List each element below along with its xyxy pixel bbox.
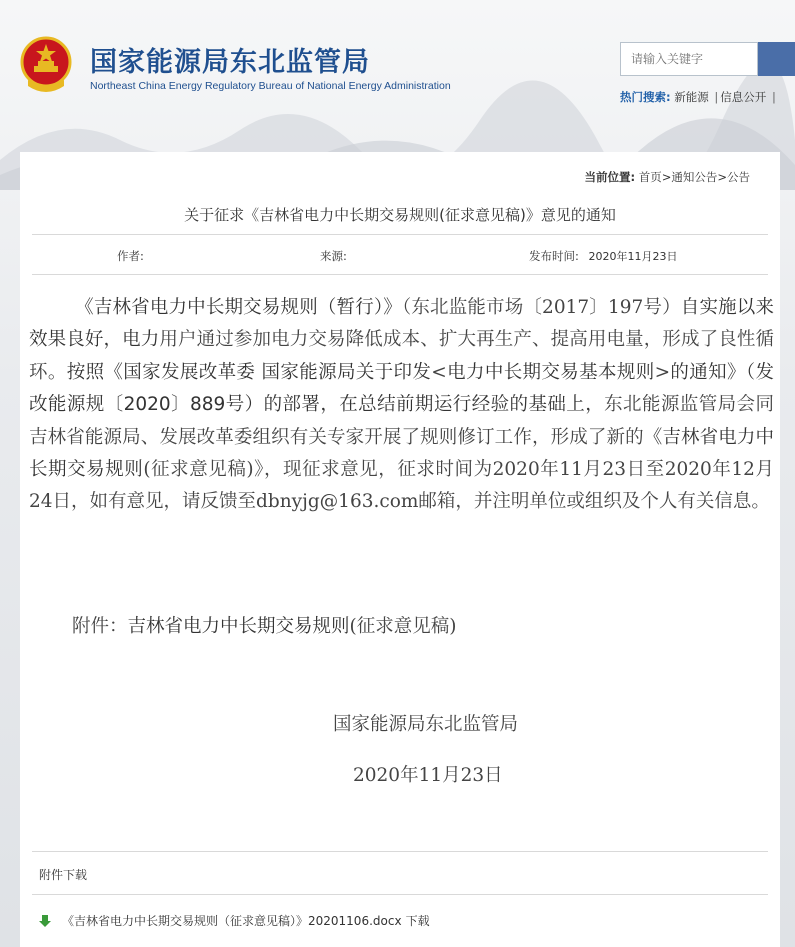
body-segment: 用户通过参加电力交易降低成本、扩大再生产、提高用电量，形成了良性循环。 [29,329,774,383]
hot-search-bar [620,89,778,105]
body-segment: 自实施以来效果良好，电力 [29,297,774,351]
breadcrumb-label: 当前位置: [584,170,636,184]
hot-link-new-energy[interactable]: 新能源 [674,90,709,104]
attachment-label: 附件： [72,616,128,637]
national-emblem-icon [20,36,72,92]
downloads-top-divider [32,851,768,852]
body-segment: 的通知》（发改能源规〔2020〕889号）的部署，在总结前期运行经验的基础上， [29,361,774,416]
body-segment: 电力中长期交易基本规则 [446,361,655,383]
body-segment: 东北能源监管局会同吉林省能源局、发展改革委组织有关专家开展了规则修订工作，形成了新的 [29,394,774,448]
download-link[interactable]: 下载 [405,914,430,928]
author-label: 作者: [117,249,144,263]
publish-date-label: 发布时间: [529,249,579,263]
source-label: 来源: [320,249,347,263]
download-file-name[interactable]: 《吉林省电力中长期交易规则（征求意见稿）》20201106.docx [62,914,402,928]
body-segment: (征求意见稿)》，现征求意见，征求时间为2020年11月23日至2020年12月24日，如有意见，请反馈至dbnyjg@163.com邮箱，并注明单位或组织及个人有关信息。 [29,459,774,513]
signature-organization: 国家能源局东北监管局 [333,714,519,735]
publish-date-value: 2020年11月23日 [588,250,678,263]
hot-link-separator: | [771,90,776,104]
attachment-note [72,612,456,638]
downloads-heading: 附件下载 [39,868,88,882]
hot-link-info-disclosure[interactable]: 信息公开 [720,90,767,104]
title-divider [32,234,768,235]
download-item [38,912,430,929]
body-segment: （东北监能市场〔2017〕197号） [401,297,681,318]
site-title: 国家能源局东北监管局 [90,47,370,78]
article-title: 关于征求《吉林省电力中长期交易规则(征求意见稿)》意见的通知 [184,206,616,224]
article-body [29,292,774,519]
search-input[interactable] [620,42,758,76]
attachment-suffix: (征求意见稿) [349,616,457,637]
body-segment: > [654,361,671,383]
downloads-divider [32,894,768,895]
breadcrumb [584,169,750,185]
site-header [0,0,795,150]
body-segment: < [431,361,447,383]
signature-date: 2020年11月23日 [353,765,503,786]
breadcrumb-path[interactable]: 首页>通知公告>公告 [638,170,750,184]
search-button[interactable] [758,42,795,76]
body-segment: 按照《国家发展改革委 国家能源局关于印发 [66,361,432,383]
content-card [20,152,780,947]
site-subtitle: Northeast China Energy Regulatory Bureau of National Energy Administration [90,80,451,92]
meta-divider [32,274,768,275]
attachment-title: 吉林省电力中长期交易规则 [127,616,350,637]
hot-search-label: 热门搜索: [620,90,671,104]
body-segment: 《吉林省电力中长期交易规则 [29,426,774,481]
hot-link-separator: | [714,90,719,104]
publish-date [529,248,678,264]
download-arrow-icon [38,914,52,928]
body-segment: 《吉林省电力中长期交易规则（暂行）》 [75,297,402,318]
